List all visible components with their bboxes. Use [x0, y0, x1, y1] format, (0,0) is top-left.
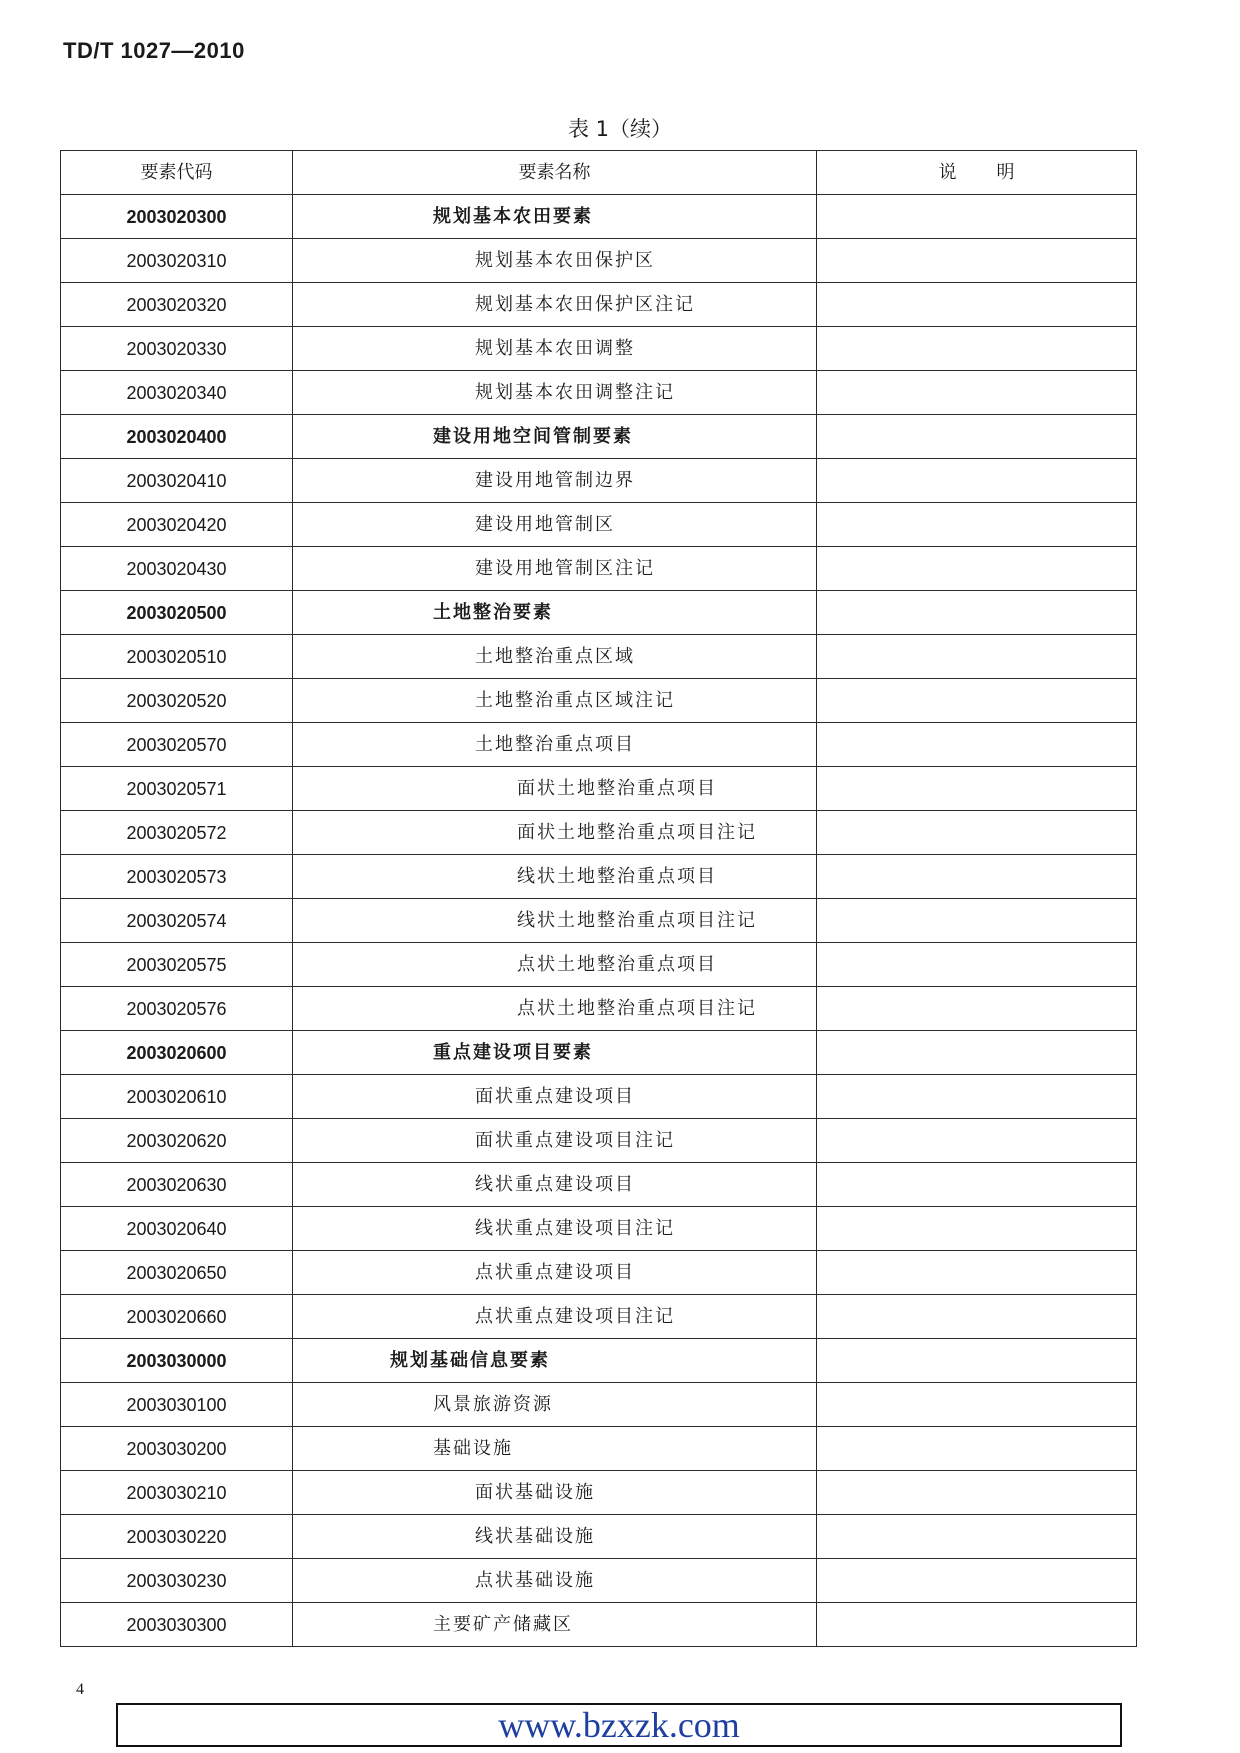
element-name-cell: 土地整治重点区域注记 [293, 679, 817, 723]
table-row [61, 1383, 1137, 1427]
element-name-cell: 线状土地整治重点项目注记 [293, 899, 817, 943]
element-code-cell: 2003020572 [61, 811, 293, 855]
table-row [61, 767, 1137, 811]
element-name-cell: 规划基本农田调整注记 [293, 371, 817, 415]
description-cell [817, 1427, 1137, 1471]
table-row [61, 459, 1137, 503]
description-cell [817, 327, 1137, 371]
element-code-cell: 2003020420 [61, 503, 293, 547]
element-code-cell: 2003030100 [61, 1383, 293, 1427]
description-cell [817, 459, 1137, 503]
element-name-cell: 点状重点建设项目 [293, 1251, 817, 1295]
table-row [61, 899, 1137, 943]
element-name-cell: 建设用地管制区 [293, 503, 817, 547]
element-code-cell: 2003020510 [61, 635, 293, 679]
element-name-cell: 建设用地管制区注记 [293, 547, 817, 591]
element-code-table [60, 150, 1137, 1647]
description-cell [817, 1471, 1137, 1515]
table-row [61, 635, 1137, 679]
element-name-cell: 线状土地整治重点项目 [293, 855, 817, 899]
element-code-cell: 2003020320 [61, 283, 293, 327]
element-name-cell: 面状基础设施 [293, 1471, 817, 1515]
table-row [61, 987, 1137, 1031]
table-row [61, 1207, 1137, 1251]
table-row [61, 195, 1137, 239]
table-row [61, 1119, 1137, 1163]
element-code-cell: 2003020330 [61, 327, 293, 371]
description-cell [817, 943, 1137, 987]
description-cell [817, 855, 1137, 899]
element-code-cell: 2003020430 [61, 547, 293, 591]
element-code-cell: 2003020570 [61, 723, 293, 767]
element-code-cell: 2003020630 [61, 1163, 293, 1207]
description-cell [817, 1295, 1137, 1339]
description-cell [817, 1207, 1137, 1251]
element-code-cell: 2003030220 [61, 1515, 293, 1559]
table-row [61, 1427, 1137, 1471]
element-code-cell: 2003030000 [61, 1339, 293, 1383]
element-name-cell: 点状土地整治重点项目注记 [293, 987, 817, 1031]
description-cell [817, 1383, 1137, 1427]
element-name-cell: 土地整治重点区域 [293, 635, 817, 679]
description-cell [817, 547, 1137, 591]
element-name-cell: 线状重点建设项目注记 [293, 1207, 817, 1251]
element-name-cell: 建设用地管制边界 [293, 459, 817, 503]
table-row [61, 503, 1137, 547]
element-code-cell: 2003020500 [61, 591, 293, 635]
element-name-cell: 面状土地整治重点项目注记 [293, 811, 817, 855]
element-code-cell: 2003020575 [61, 943, 293, 987]
description-cell [817, 1559, 1137, 1603]
element-name-cell: 线状基础设施 [293, 1515, 817, 1559]
page-number: 4 [76, 1681, 84, 1698]
description-cell [817, 635, 1137, 679]
element-name-cell: 点状重点建设项目注记 [293, 1295, 817, 1339]
table-row [61, 239, 1137, 283]
element-code-cell: 2003020571 [61, 767, 293, 811]
element-name-cell: 规划基本农田调整 [293, 327, 817, 371]
element-code-cell: 2003020520 [61, 679, 293, 723]
element-name-cell: 土地整治要素 [293, 591, 817, 635]
element-name-cell: 重点建设项目要素 [293, 1031, 817, 1075]
description-cell [817, 1119, 1137, 1163]
table-row [61, 371, 1137, 415]
element-code-cell: 2003020310 [61, 239, 293, 283]
element-code-cell: 2003030210 [61, 1471, 293, 1515]
element-code-cell: 2003030200 [61, 1427, 293, 1471]
description-cell [817, 899, 1137, 943]
element-name-cell: 面状重点建设项目 [293, 1075, 817, 1119]
table-row [61, 1471, 1137, 1515]
element-name-cell: 面状土地整治重点项目 [293, 767, 817, 811]
description-cell [817, 1603, 1137, 1647]
description-cell [817, 591, 1137, 635]
element-code-cell: 2003020620 [61, 1119, 293, 1163]
description-cell [817, 415, 1137, 459]
element-code-cell: 2003030230 [61, 1559, 293, 1603]
table-row [61, 1163, 1137, 1207]
description-cell [817, 239, 1137, 283]
description-cell [817, 811, 1137, 855]
element-code-cell: 2003020660 [61, 1295, 293, 1339]
description-cell [817, 1515, 1137, 1559]
element-code-cell: 2003020640 [61, 1207, 293, 1251]
description-cell [817, 1251, 1137, 1295]
table-row [61, 1295, 1137, 1339]
table-row [61, 327, 1137, 371]
element-code-cell: 2003020300 [61, 195, 293, 239]
table-row [61, 1251, 1137, 1295]
description-cell [817, 1031, 1137, 1075]
table-body [61, 195, 1137, 1647]
table-row [61, 679, 1137, 723]
table-row [61, 283, 1137, 327]
description-cell [817, 283, 1137, 327]
standard-number: TD/T 1027—2010 [63, 38, 245, 63]
column-header-description: 说明 [817, 151, 1137, 195]
watermark-box [116, 1703, 1122, 1747]
element-code-cell: 2003020573 [61, 855, 293, 899]
element-name-cell: 面状重点建设项目注记 [293, 1119, 817, 1163]
table-row [61, 547, 1137, 591]
table-row [61, 811, 1137, 855]
table-caption: 表 1（续） [567, 117, 673, 141]
table-row [61, 943, 1137, 987]
element-code-cell: 2003020410 [61, 459, 293, 503]
watermark-url: www.bzxzk.com [498, 1705, 740, 1745]
element-code-cell: 2003020650 [61, 1251, 293, 1295]
element-name-cell: 规划基本农田保护区注记 [293, 283, 817, 327]
table-row [61, 1559, 1137, 1603]
element-name-cell: 主要矿产储藏区 [293, 1603, 817, 1647]
element-code-cell: 2003020600 [61, 1031, 293, 1075]
element-name-cell: 点状土地整治重点项目 [293, 943, 817, 987]
table-row [61, 1031, 1137, 1075]
description-cell [817, 723, 1137, 767]
description-cell [817, 1339, 1137, 1383]
column-header-name: 要素名称 [293, 151, 817, 195]
element-code-cell: 2003020400 [61, 415, 293, 459]
table-row [61, 591, 1137, 635]
element-name-cell: 基础设施 [293, 1427, 817, 1471]
table-header-row [61, 151, 1137, 195]
table-row [61, 1515, 1137, 1559]
element-code-cell: 2003030300 [61, 1603, 293, 1647]
element-code-cell: 2003020576 [61, 987, 293, 1031]
table-row [61, 723, 1137, 767]
description-cell [817, 1075, 1137, 1119]
table-row [61, 1339, 1137, 1383]
description-cell [817, 195, 1137, 239]
element-code-cell: 2003020574 [61, 899, 293, 943]
table-row [61, 1603, 1137, 1647]
table-row [61, 415, 1137, 459]
column-header-code: 要素代码 [61, 151, 293, 195]
table-row [61, 1075, 1137, 1119]
description-cell [817, 679, 1137, 723]
element-name-cell: 规划基础信息要素 [293, 1339, 817, 1383]
element-name-cell: 建设用地空间管制要素 [293, 415, 817, 459]
element-code-cell: 2003020340 [61, 371, 293, 415]
element-name-cell: 土地整治重点项目 [293, 723, 817, 767]
description-cell [817, 1163, 1137, 1207]
element-name-cell: 线状重点建设项目 [293, 1163, 817, 1207]
element-name-cell: 点状基础设施 [293, 1559, 817, 1603]
description-cell [817, 503, 1137, 547]
element-name-cell: 风景旅游资源 [293, 1383, 817, 1427]
element-code-cell: 2003020610 [61, 1075, 293, 1119]
description-cell [817, 767, 1137, 811]
table-row [61, 855, 1137, 899]
description-cell [817, 987, 1137, 1031]
description-cell [817, 371, 1137, 415]
element-name-cell: 规划基本农田保护区 [293, 239, 817, 283]
element-name-cell: 规划基本农田要素 [293, 195, 817, 239]
